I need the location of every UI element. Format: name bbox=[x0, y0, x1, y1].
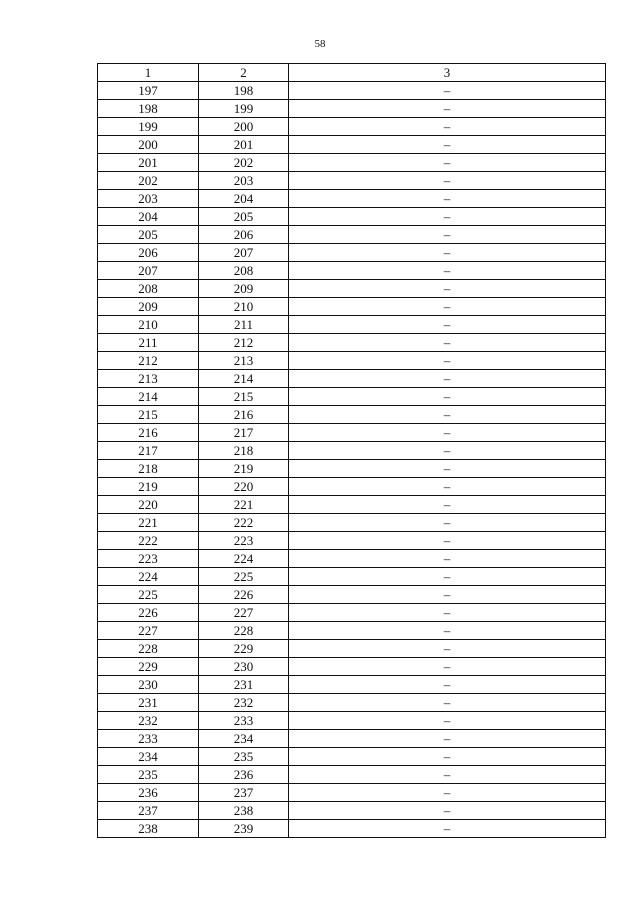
table-cell-col-1: 208 bbox=[98, 280, 199, 298]
table-cell-col-3: – bbox=[289, 586, 606, 604]
table-cell-col-3: – bbox=[289, 802, 606, 820]
table-row bbox=[98, 280, 606, 298]
table-cell-col-3: – bbox=[289, 496, 606, 514]
table-cell-col-2: 234 bbox=[199, 730, 289, 748]
table-cell-col-3: – bbox=[289, 244, 606, 262]
table-cell-col-1: 209 bbox=[98, 298, 199, 316]
table-cell-col-1: 234 bbox=[98, 748, 199, 766]
table-cell-col-1: 237 bbox=[98, 802, 199, 820]
table-cell-col-3: – bbox=[289, 190, 606, 208]
table-row bbox=[98, 424, 606, 442]
table-cell-col-1: 228 bbox=[98, 640, 199, 658]
table-cell-col-3: – bbox=[289, 712, 606, 730]
table-cell-col-2: 227 bbox=[199, 604, 289, 622]
table-cell-col-1: 206 bbox=[98, 244, 199, 262]
table-cell-col-2: 231 bbox=[199, 676, 289, 694]
table-row bbox=[98, 802, 606, 820]
table-header-row bbox=[98, 64, 606, 82]
table-cell-col-3: – bbox=[289, 730, 606, 748]
table-body bbox=[98, 82, 606, 838]
table-cell-col-3: – bbox=[289, 100, 606, 118]
table-row bbox=[98, 550, 606, 568]
table-cell-col-3: – bbox=[289, 406, 606, 424]
table-row bbox=[98, 820, 606, 838]
table-cell-col-3: – bbox=[289, 550, 606, 568]
table-cell-col-3: – bbox=[289, 154, 606, 172]
table-cell-col-2: 225 bbox=[199, 568, 289, 586]
table-cell-col-1: 235 bbox=[98, 766, 199, 784]
table-cell-col-1: 224 bbox=[98, 568, 199, 586]
table-cell-col-3: – bbox=[289, 136, 606, 154]
table-cell-col-2: 239 bbox=[199, 820, 289, 838]
table-row bbox=[98, 586, 606, 604]
table-cell-col-1: 198 bbox=[98, 100, 199, 118]
table-cell-col-1: 222 bbox=[98, 532, 199, 550]
table-row bbox=[98, 622, 606, 640]
table-row bbox=[98, 730, 606, 748]
table-cell-col-2: 223 bbox=[199, 532, 289, 550]
table-cell-col-2: 215 bbox=[199, 388, 289, 406]
table-row bbox=[98, 208, 606, 226]
table-row bbox=[98, 784, 606, 802]
table-cell-col-1: 225 bbox=[98, 586, 199, 604]
table-row bbox=[98, 388, 606, 406]
table-cell-col-3: – bbox=[289, 622, 606, 640]
table-cell-col-1: 217 bbox=[98, 442, 199, 460]
table-cell-col-3: – bbox=[289, 784, 606, 802]
table-cell-col-3: – bbox=[289, 658, 606, 676]
table-cell-col-3: – bbox=[289, 478, 606, 496]
data-table bbox=[97, 63, 606, 838]
table-cell-col-1: 201 bbox=[98, 154, 199, 172]
table-cell-col-2: 217 bbox=[199, 424, 289, 442]
table-row bbox=[98, 568, 606, 586]
table-row bbox=[98, 334, 606, 352]
table-row bbox=[98, 712, 606, 730]
table-cell-col-3: – bbox=[289, 424, 606, 442]
table-row bbox=[98, 766, 606, 784]
table-row bbox=[98, 676, 606, 694]
table-cell-col-3: – bbox=[289, 334, 606, 352]
table-cell-col-3: – bbox=[289, 568, 606, 586]
table-cell-col-3: – bbox=[289, 820, 606, 838]
table-cell-col-1: 213 bbox=[98, 370, 199, 388]
table-cell-col-2: 213 bbox=[199, 352, 289, 370]
table-cell-col-1: 214 bbox=[98, 388, 199, 406]
table-cell-col-1: 219 bbox=[98, 478, 199, 496]
table-cell-col-2: 208 bbox=[199, 262, 289, 280]
table-cell-col-1: 215 bbox=[98, 406, 199, 424]
table-cell-col-1: 203 bbox=[98, 190, 199, 208]
table-row bbox=[98, 604, 606, 622]
table-cell-col-2: 209 bbox=[199, 280, 289, 298]
table-cell-col-2: 221 bbox=[199, 496, 289, 514]
table-row bbox=[98, 370, 606, 388]
table-row bbox=[98, 244, 606, 262]
table-cell-col-2: 199 bbox=[199, 100, 289, 118]
table-cell-col-2: 207 bbox=[199, 244, 289, 262]
table-cell-col-2: 218 bbox=[199, 442, 289, 460]
table-cell-col-2: 205 bbox=[199, 208, 289, 226]
table-cell-col-3: – bbox=[289, 766, 606, 784]
table-cell-col-2: 228 bbox=[199, 622, 289, 640]
table-cell-col-3: – bbox=[289, 316, 606, 334]
table-row bbox=[98, 658, 606, 676]
table-cell-col-2: 226 bbox=[199, 586, 289, 604]
table-row bbox=[98, 154, 606, 172]
table-cell-col-2: 235 bbox=[199, 748, 289, 766]
table-cell-col-2: 238 bbox=[199, 802, 289, 820]
table-cell-col-2: 230 bbox=[199, 658, 289, 676]
table-cell-col-1: 197 bbox=[98, 82, 199, 100]
table-row bbox=[98, 226, 606, 244]
table-cell-col-2: 202 bbox=[199, 154, 289, 172]
table-cell-col-3: – bbox=[289, 82, 606, 100]
table-cell-col-2: 224 bbox=[199, 550, 289, 568]
table-cell-col-2: 210 bbox=[199, 298, 289, 316]
table-cell-col-3: – bbox=[289, 352, 606, 370]
table-row bbox=[98, 478, 606, 496]
table-cell-col-1: 221 bbox=[98, 514, 199, 532]
table-row bbox=[98, 532, 606, 550]
table-cell-col-1: 212 bbox=[98, 352, 199, 370]
table-cell-col-1: 200 bbox=[98, 136, 199, 154]
table-cell-col-1: 231 bbox=[98, 694, 199, 712]
table-cell-col-2: 229 bbox=[199, 640, 289, 658]
table-cell-col-3: – bbox=[289, 262, 606, 280]
column-header-3: 3 bbox=[289, 64, 606, 82]
table-row bbox=[98, 118, 606, 136]
table-row bbox=[98, 694, 606, 712]
table-row bbox=[98, 100, 606, 118]
table-row bbox=[98, 190, 606, 208]
table-cell-col-3: – bbox=[289, 694, 606, 712]
table-cell-col-3: – bbox=[289, 388, 606, 406]
table-cell-col-3: – bbox=[289, 442, 606, 460]
table-cell-col-2: 203 bbox=[199, 172, 289, 190]
table-row bbox=[98, 316, 606, 334]
table-cell-col-1: 204 bbox=[98, 208, 199, 226]
table-row bbox=[98, 406, 606, 424]
table-cell-col-1: 220 bbox=[98, 496, 199, 514]
table-cell-col-2: 212 bbox=[199, 334, 289, 352]
table-row bbox=[98, 748, 606, 766]
table-cell-col-3: – bbox=[289, 118, 606, 136]
table-cell-col-2: 204 bbox=[199, 190, 289, 208]
table-cell-col-2: 220 bbox=[199, 478, 289, 496]
table-cell-col-3: – bbox=[289, 172, 606, 190]
table-cell-col-1: 218 bbox=[98, 460, 199, 478]
table-cell-col-1: 210 bbox=[98, 316, 199, 334]
table-cell-col-1: 216 bbox=[98, 424, 199, 442]
table-cell-col-1: 202 bbox=[98, 172, 199, 190]
table-cell-col-3: – bbox=[289, 514, 606, 532]
table-cell-col-3: – bbox=[289, 532, 606, 550]
table-row bbox=[98, 496, 606, 514]
page-number: 58 bbox=[314, 38, 326, 50]
table-cell-col-3: – bbox=[289, 748, 606, 766]
table-cell-col-3: – bbox=[289, 208, 606, 226]
column-header-2: 2 bbox=[199, 64, 289, 82]
table-cell-col-2: 232 bbox=[199, 694, 289, 712]
table-row bbox=[98, 298, 606, 316]
table-cell-col-2: 219 bbox=[199, 460, 289, 478]
table-row bbox=[98, 442, 606, 460]
table-cell-col-2: 236 bbox=[199, 766, 289, 784]
table-cell-col-1: 226 bbox=[98, 604, 199, 622]
table-row bbox=[98, 82, 606, 100]
table-row bbox=[98, 262, 606, 280]
table-cell-col-2: 201 bbox=[199, 136, 289, 154]
table-cell-col-1: 233 bbox=[98, 730, 199, 748]
table-cell-col-1: 227 bbox=[98, 622, 199, 640]
table-cell-col-2: 216 bbox=[199, 406, 289, 424]
table-cell-col-1: 207 bbox=[98, 262, 199, 280]
table-cell-col-2: 198 bbox=[199, 82, 289, 100]
table-cell-col-1: 205 bbox=[98, 226, 199, 244]
table-cell-col-1: 229 bbox=[98, 658, 199, 676]
table-cell-col-1: 223 bbox=[98, 550, 199, 568]
table-cell-col-3: – bbox=[289, 226, 606, 244]
table-cell-col-3: – bbox=[289, 280, 606, 298]
table-cell-col-2: 211 bbox=[199, 316, 289, 334]
table-cell-col-3: – bbox=[289, 604, 606, 622]
table-cell-col-1: 238 bbox=[98, 820, 199, 838]
table-row bbox=[98, 640, 606, 658]
table-cell-col-2: 233 bbox=[199, 712, 289, 730]
table-cell-col-2: 206 bbox=[199, 226, 289, 244]
table-row bbox=[98, 172, 606, 190]
table-cell-col-2: 214 bbox=[199, 370, 289, 388]
table-row bbox=[98, 460, 606, 478]
column-header-1: 1 bbox=[98, 64, 199, 82]
table-cell-col-1: 236 bbox=[98, 784, 199, 802]
table-cell-col-3: – bbox=[289, 460, 606, 478]
table-cell-col-1: 232 bbox=[98, 712, 199, 730]
table-cell-col-3: – bbox=[289, 676, 606, 694]
table-cell-col-2: 237 bbox=[199, 784, 289, 802]
table-cell-col-2: 222 bbox=[199, 514, 289, 532]
table-cell-col-2: 200 bbox=[199, 118, 289, 136]
table-cell-col-3: – bbox=[289, 370, 606, 388]
table-cell-col-1: 230 bbox=[98, 676, 199, 694]
table-cell-col-1: 211 bbox=[98, 334, 199, 352]
table-cell-col-1: 199 bbox=[98, 118, 199, 136]
table-cell-col-3: – bbox=[289, 640, 606, 658]
table-row bbox=[98, 352, 606, 370]
table-cell-col-3: – bbox=[289, 298, 606, 316]
table-row bbox=[98, 514, 606, 532]
table-row bbox=[98, 136, 606, 154]
